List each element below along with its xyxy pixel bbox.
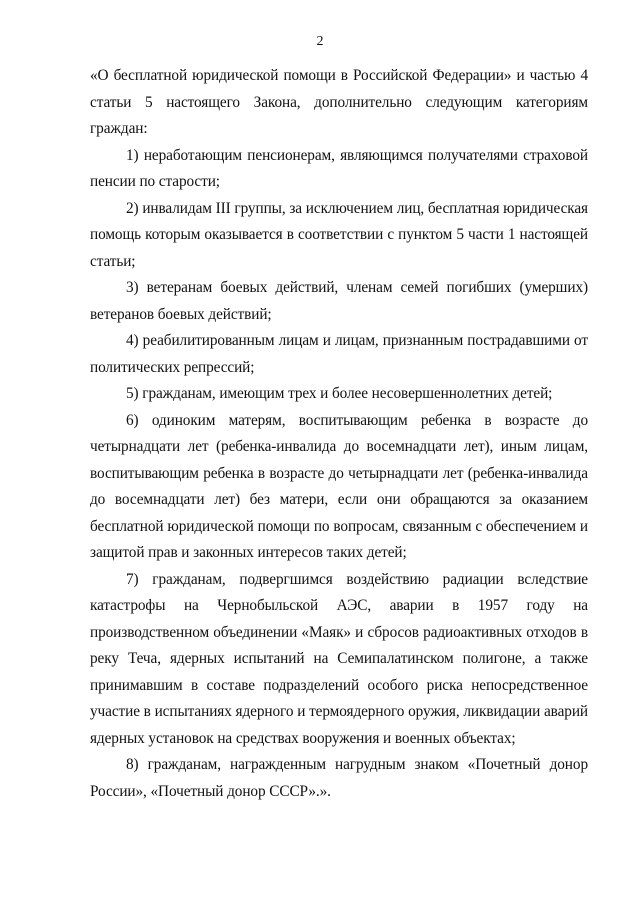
list-item-3: 3) ветеранам боевых действий, членам семей погибших (умерших) ветеранов боевых действий; (90, 279, 588, 323)
list-item-7: 7) гражданам, подвергшимся воздействию радиации вследствие катастрофы на Чернобыльской АЭС, аварии в 1957 году на производственном объединении «Маяк» и сбросов радиоактивных отходов в реку Теча, ядерных испытаний на Семипалатинском полигоне, а также принимавшим в составе подразделений особого риска непосредственное участие в испытаниях ядерного и термоядерного оружия, ликвидации аварий ядерных установок на средствах вооружения и военных объектах; (90, 570, 588, 747)
page-number: 2 (316, 34, 324, 49)
intro-paragraph: «О бесплатной юридической помощи в Российской Федерации» и частью 4 статьи 5 настоящего Закона, дополнительно следующим категориям граждан: (90, 67, 588, 137)
list-item-1: 1) неработающим пенсионерам, являющимся получателями страховой пенсии по старости; (90, 146, 588, 190)
document-body (90, 63, 588, 805)
list-item-6: 6) одиноким матерям, воспитывающим ребенка в возрасте до четырнадцати лет (ребенка-инвалида до восемнадцати лет), иным лицам, воспитывающим ребенка в возрасте до четырнадцати лет (ребенка-инвалида до восемнадцати лет) без матери, если они обращаются за оказанием бесплатной юридической помощи по вопросам, связанным с обеспечением и защитой прав и законных интересов таких детей; (90, 411, 588, 561)
list-item-5: 5) гражданам, имеющим трех и более несовершеннолетних детей; (126, 385, 553, 402)
list-item-4: 4) реабилитированным лицам и лицам, признанным пострадавшими от политических репрессий; (90, 332, 588, 376)
list-item-2: 2) инвалидам III группы, за исключением лиц, бесплатная юридическая помощь которым оказывается в соответствии с пунктом 5 части 1 настоящей статьи; (90, 199, 588, 270)
list-item-8: 8) гражданам, награжденным нагрудным знаком «Почетный донор России», «Почетный донор СССР».». (90, 756, 588, 800)
